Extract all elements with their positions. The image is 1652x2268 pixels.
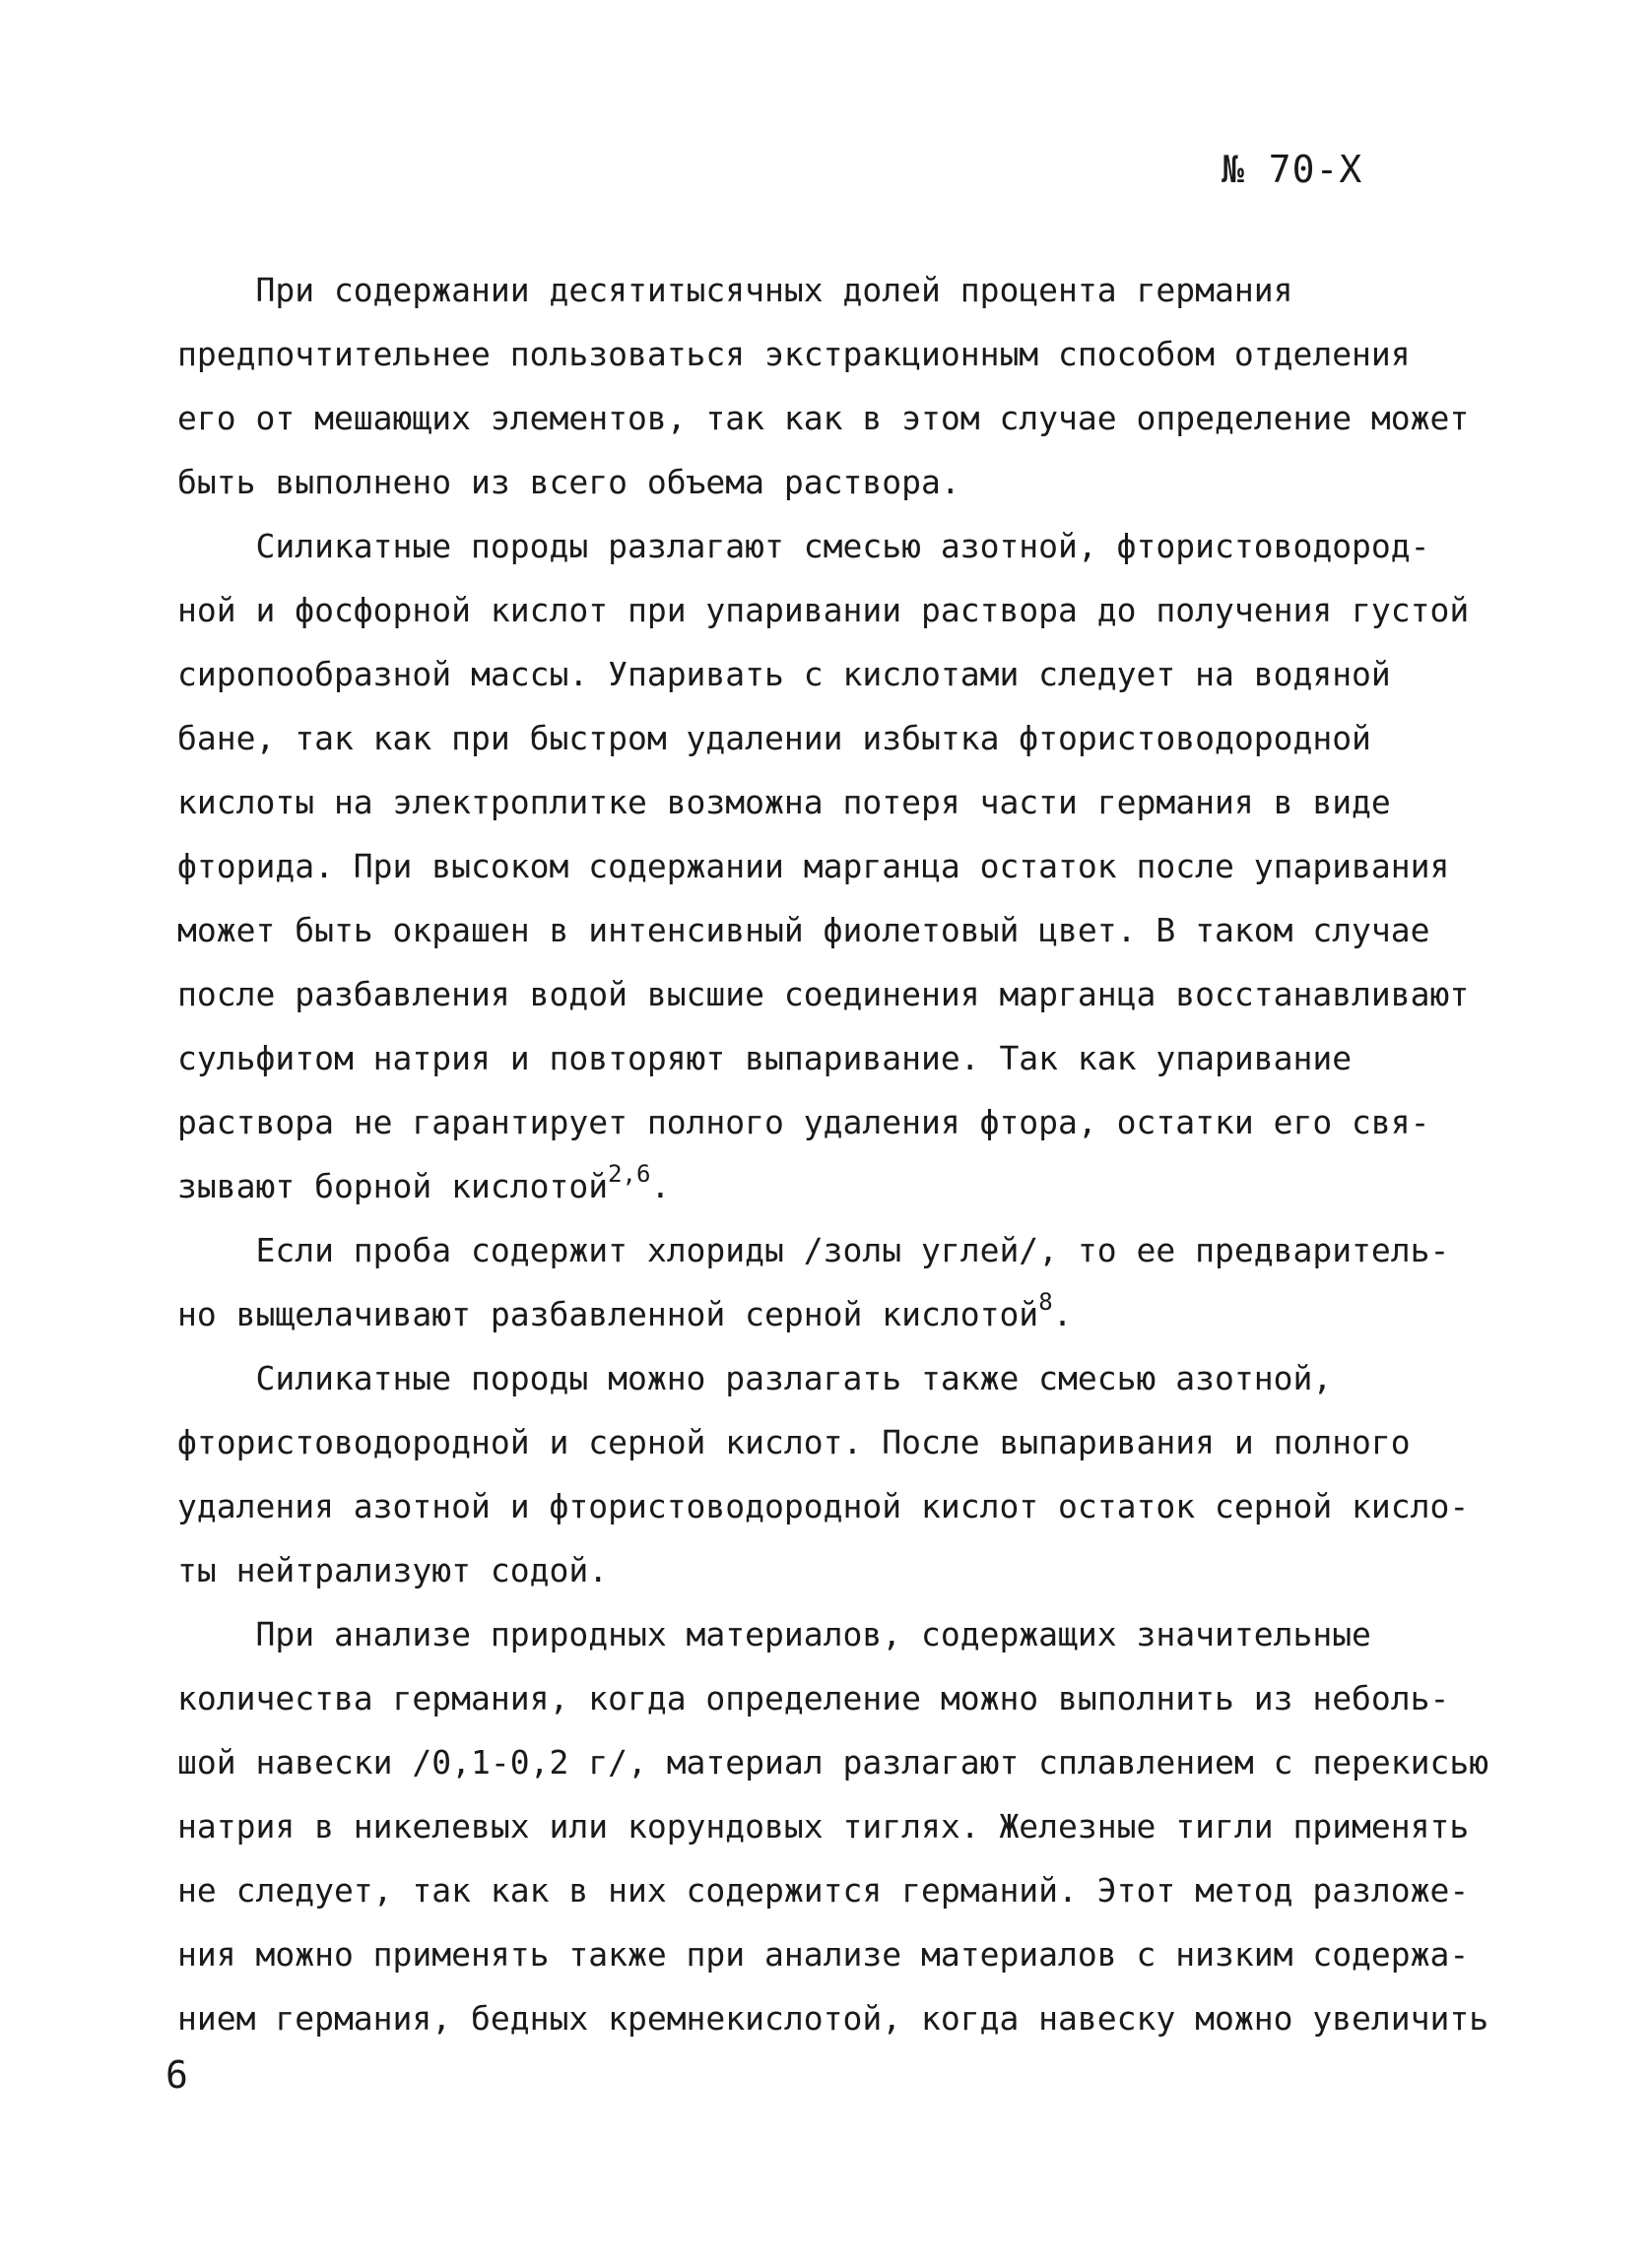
text-line: фторида. При высоком содержании марганца остаток после упаривания [177,847,1450,885]
text-line: после разбавления водой высшие соединения марганца восстанавливают [177,975,1470,1013]
text-line: При анализе природных материалов, содержащих значительные [177,1615,1371,1653]
text-line: сиропообразной массы. Упаривать с кислотами следует на водяной [177,655,1391,693]
text-line: кислоты на электроплитке возможна потеря части германия в виде [177,783,1391,821]
text-line: может быть окрашен в интенсивный фиолетовый цвет. В таком случае [177,911,1430,949]
text-line: быть выполнено из всего объема раствора. [177,463,960,501]
line-end-period: . [650,1167,671,1205]
text-line: бане, так как при быстром удалении избытка фтористоводородной [177,719,1371,757]
text-line: его от мешающих элементов, так как в этом случае определение может [177,399,1470,437]
text-line: Если проба содержит хлориды /золы углей/, то ее предваритель- [177,1231,1450,1269]
footnote-ref: 8 [1038,1288,1053,1316]
text-line: натрия в никелевых или корундовых тиглях. Железные тигли применять [177,1807,1470,1846]
text-line: нием германия, бедных кремнекислотой, когда навеску можно увеличить [177,1999,1489,2038]
text-line: ты нейтрализуют содой. [177,1551,609,1589]
text-line: сульфитом натрия и повторяют выпаривание. Так как упаривание [177,1039,1353,1077]
text-line: шой навески /0,1-0,2 г/, материал разлагают сплавлением с перекисью [177,1743,1489,1782]
page-number: 6 [165,2053,188,2097]
text-line: При содержании десятитысячных долей процента германия [177,271,1293,309]
text-line-with-footnote [177,1282,1517,1346]
text-line: Силикатные породы разлагают смесью азотной, фтористоводород- [177,527,1430,565]
line-end-period: . [1052,1295,1073,1333]
text-line: ния можно применять также при анализе материалов с низким содержа- [177,1935,1470,1974]
text-line: Силикатные породы можно разлагать также смесью азотной, [177,1359,1333,1397]
text-line: удаления азотной и фтористоводородной кислот остаток серной кисло- [177,1487,1470,1525]
text-line: не следует, так как в них содержится германий. Этот метод разложе- [177,1871,1470,1910]
text-line: количества германия, когда определение можно выполнить из неболь- [177,1679,1450,1717]
line-text: зывают борной кислотой [177,1167,609,1205]
text-line: ной и фосфорной кислот при упаривании раствора до получения густой [177,591,1470,629]
text-line: раствора не гарантирует полного удаления фтора, остатки его свя- [177,1103,1430,1141]
footnote-ref: 2,6 [608,1160,651,1188]
text-line-with-footnote [177,1154,1517,1218]
document-number: № 70-Х [1222,148,1363,191]
text-line: предпочтительнее пользоваться экстракционным способом отделения [177,335,1411,373]
text-line: фтористоводородной и серной кислот. После выпаривания и полного [177,1423,1411,1461]
line-text: но выщелачивают разбавленной серной кислотой [177,1295,1039,1333]
body-text [177,258,1517,2050]
